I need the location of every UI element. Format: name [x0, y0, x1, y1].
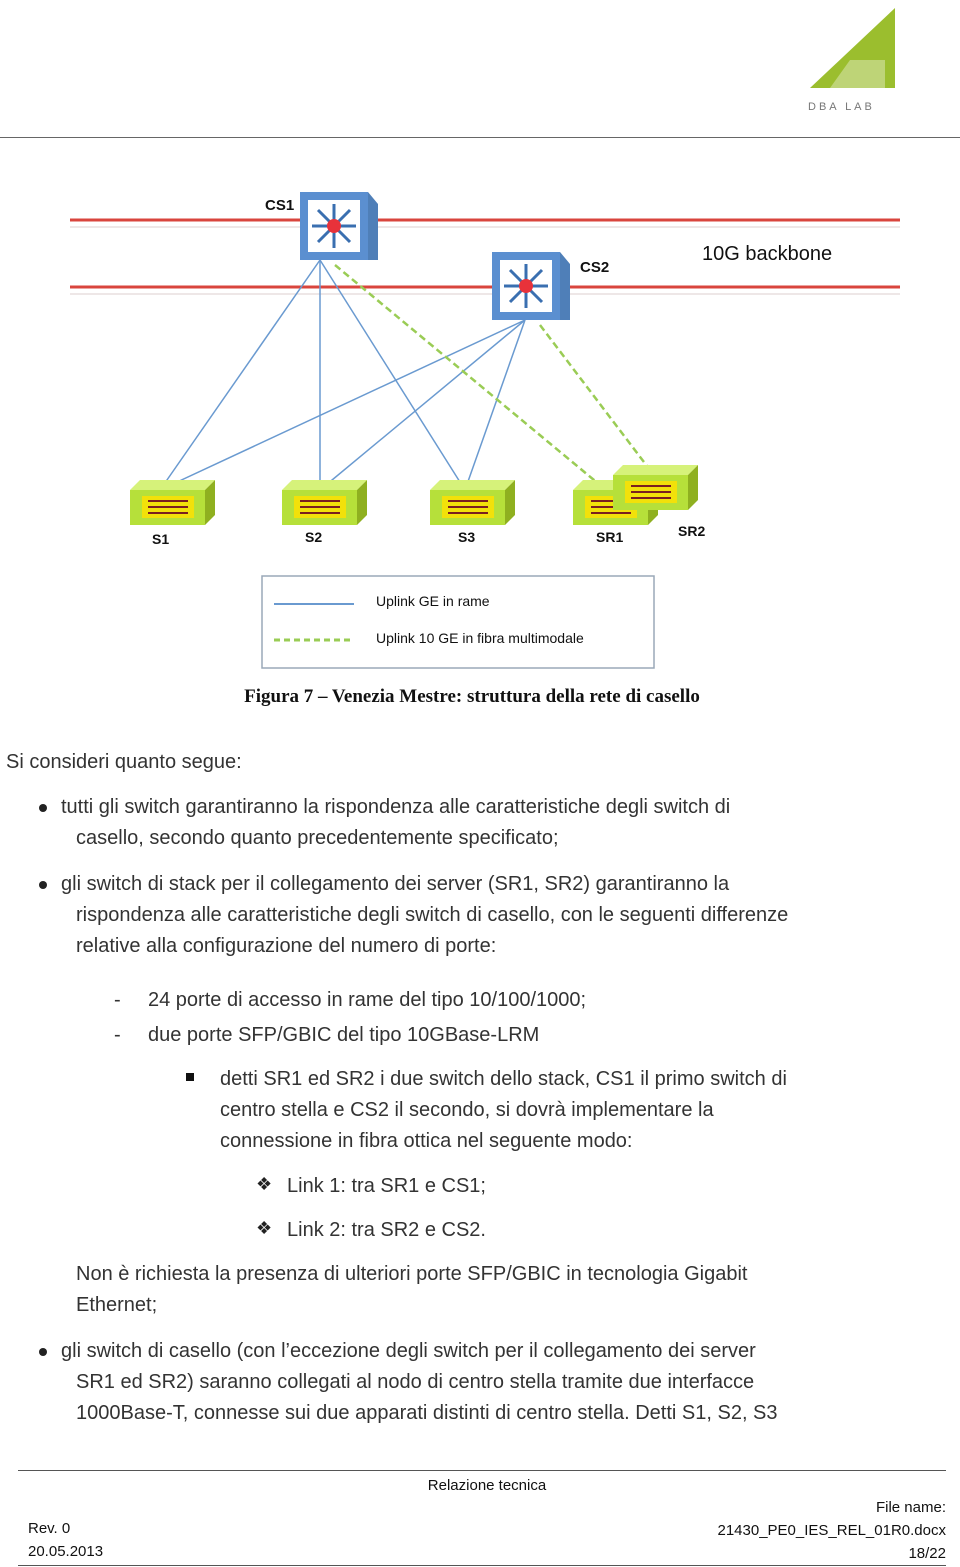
s3-label: S3	[458, 529, 476, 545]
access-switch-s2	[282, 480, 367, 525]
svg-text:DBA LAB: DBA LAB	[808, 101, 875, 113]
note-line-1: Non è richiesta la presenza di ulteriori porte SFP/GBIC in tecnologia Gigabit	[76, 1263, 748, 1285]
bullet-icon	[39, 1348, 47, 1356]
bullet-1-line-2: casello, secondo quanto precedentemente specificato;	[76, 827, 559, 849]
access-switch-sr2	[613, 465, 698, 510]
bullet-3-line-2: SR1 ed SR2) saranno collegati al nodo di centro stella tramite due interfacce	[76, 1371, 755, 1393]
footer-page-number: 18/22	[908, 1545, 946, 1562]
dba-lab-logo	[790, 0, 960, 120]
bullet-3-line-1: gli switch di casello (con l’eccezione degli switch per il collegamento dei server	[61, 1340, 756, 1362]
note-line-2: Ethernet;	[76, 1294, 158, 1316]
access-switch-s3	[430, 480, 515, 525]
sr1-label: SR1	[596, 529, 624, 545]
link-2-text: Link 2: tra SR2 e CS2.	[287, 1219, 486, 1241]
bullet-3-line-3: 1000Base-T, connesse sui due apparati distinti di centro stella. Detti S1, S2, S3	[76, 1402, 778, 1424]
footer-rule-top	[18, 1470, 946, 1471]
intro-text: Si consideri quanto segue:	[6, 751, 242, 773]
footer-file-name: 21430_PE0_IES_REL_01R0.docx	[717, 1522, 946, 1539]
cs1-label: CS1	[265, 197, 295, 214]
bullet-2-line-2: rispondenza alle caratteristiche degli switch di casello, con le seguenti differenze	[76, 904, 789, 926]
bullet-2-line-3: relative alla configurazione del numero di porte:	[76, 935, 497, 957]
figure-caption: Figura 7 – Venezia Mestre: struttura della rete di casello	[244, 686, 700, 707]
bullet-2-line-1: gli switch di stack per il collegamento dei server (SR1, SR2) garantiranno la	[61, 873, 730, 895]
footer-rev: Rev. 0	[28, 1520, 71, 1537]
cs2-label: CS2	[580, 259, 610, 276]
backbone-label: 10G backbone	[702, 243, 833, 265]
square-bullet-icon	[186, 1073, 194, 1081]
bullet-icon	[39, 881, 47, 889]
bullet-1-line-1: tutti gli switch garantiranno la rispondenza alle caratteristiche degli switch di	[61, 796, 731, 818]
header-rule	[0, 137, 960, 138]
square-item-line-1: detti SR1 ed SR2 i due switch dello stack, CS1 il primo switch di	[220, 1068, 787, 1090]
square-item-line-2: centro stella e CS2 il secondo, si dovrà implementare la	[220, 1099, 714, 1121]
footer-file-label: File name:	[875, 1499, 946, 1516]
link-1-text: Link 1: tra SR1 e CS1;	[287, 1175, 486, 1197]
s2-label: S2	[305, 529, 323, 545]
footer-date: 20.05.2013	[28, 1543, 104, 1560]
access-switch-s1	[130, 480, 215, 525]
network-diagram	[60, 180, 920, 680]
dash-icon: -	[114, 1024, 121, 1046]
footer-center-title: Relazione tecnica	[427, 1477, 547, 1494]
square-item-line-3: connessione in fibra ottica nel seguente modo:	[220, 1130, 633, 1152]
dash-item-1: 24 porte di accesso in rame del tipo 10/100/1000;	[148, 989, 587, 1011]
diamond-bullet-icon: ❖	[256, 1218, 273, 1238]
cs2-switch	[492, 252, 570, 320]
diamond-bullet-icon: ❖	[256, 1174, 273, 1194]
legend-fiber: Uplink 10 GE in fibra multimodale	[376, 630, 584, 646]
s1-label: S1	[152, 531, 170, 547]
dash-item-2: due porte SFP/GBIC del tipo 10GBase-LRM	[148, 1024, 540, 1046]
bullet-icon	[39, 804, 47, 812]
dash-icon: -	[114, 989, 121, 1011]
sr2-label: SR2	[678, 523, 706, 539]
cs1-switch	[300, 192, 378, 260]
legend-copper: Uplink GE in rame	[376, 593, 490, 609]
footer-rule-bottom	[18, 1565, 946, 1566]
diagram-legend	[262, 576, 654, 668]
